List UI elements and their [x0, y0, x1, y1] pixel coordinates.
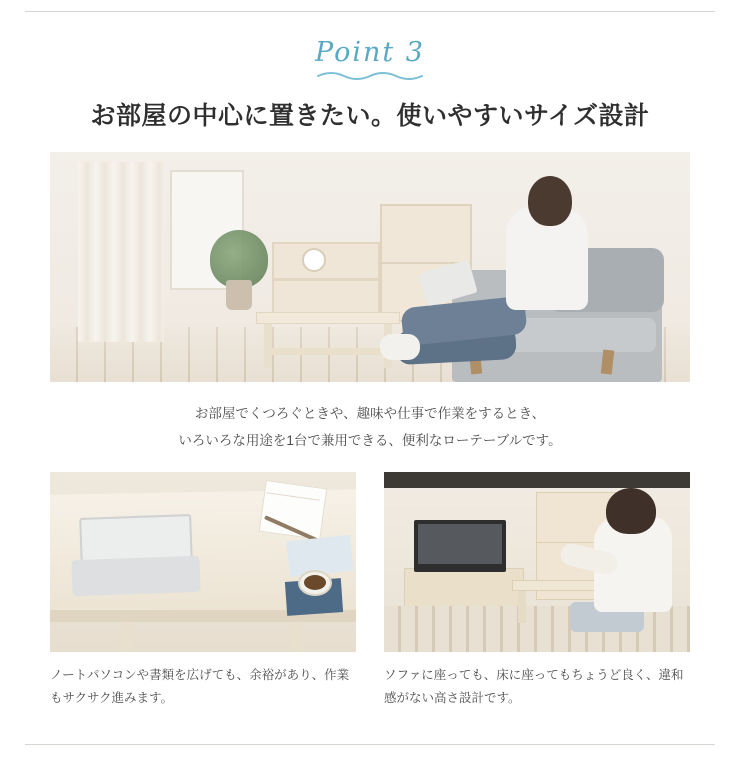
hero-low-table-leg-left — [264, 324, 272, 368]
right-tv-screen — [418, 524, 502, 564]
hero-plant-pot — [226, 280, 252, 310]
caption-left: ノートパソコンや書類を広げても、余裕があり、作業もサクサク進みます。 — [50, 667, 350, 705]
gallery-column-right — [384, 472, 690, 723]
lead-line-1: お部屋でくつろぐときや、趣味や仕事で作業をするとき、 — [194, 405, 546, 421]
top-divider — [25, 11, 715, 12]
hero-image — [50, 152, 690, 382]
hero-curtain — [78, 162, 164, 342]
gallery-column-left — [50, 472, 356, 723]
left-laptop-base — [71, 555, 200, 595]
left-coffee-liquid — [304, 575, 326, 590]
wave-underline-icon — [316, 70, 424, 80]
point-label: Point 3 — [315, 37, 425, 68]
right-person-head — [606, 488, 656, 534]
bottom-divider — [25, 744, 715, 745]
right-top-band — [384, 472, 690, 488]
hero-plant-leaves — [210, 230, 268, 288]
lead-line-2: いろいろな用途を1台で兼用できる、便利なローテーブルです。 — [178, 432, 562, 448]
right-low-table-leg-left — [518, 591, 526, 623]
floor-seating-image — [384, 472, 690, 652]
tabletop-image — [50, 472, 356, 652]
hero-clock-icon — [302, 248, 326, 272]
hero-person-head — [528, 176, 572, 226]
page-title: お部屋の中心に置きたい。使いやすいサイズ設計 — [90, 101, 650, 130]
hero-person-sock — [380, 334, 420, 360]
hero-low-table-top — [256, 312, 400, 324]
hero-low-table-shelf — [266, 348, 392, 355]
right-rug — [384, 606, 690, 652]
caption-right: ソファに座っても、床に座ってもちょうど良く、違和感がない高さ設計です。 — [384, 667, 684, 705]
page-root — [0, 11, 740, 759]
two-column-gallery — [50, 472, 690, 723]
hero-shelf-divider — [272, 278, 380, 281]
lead-paragraph — [0, 400, 740, 454]
